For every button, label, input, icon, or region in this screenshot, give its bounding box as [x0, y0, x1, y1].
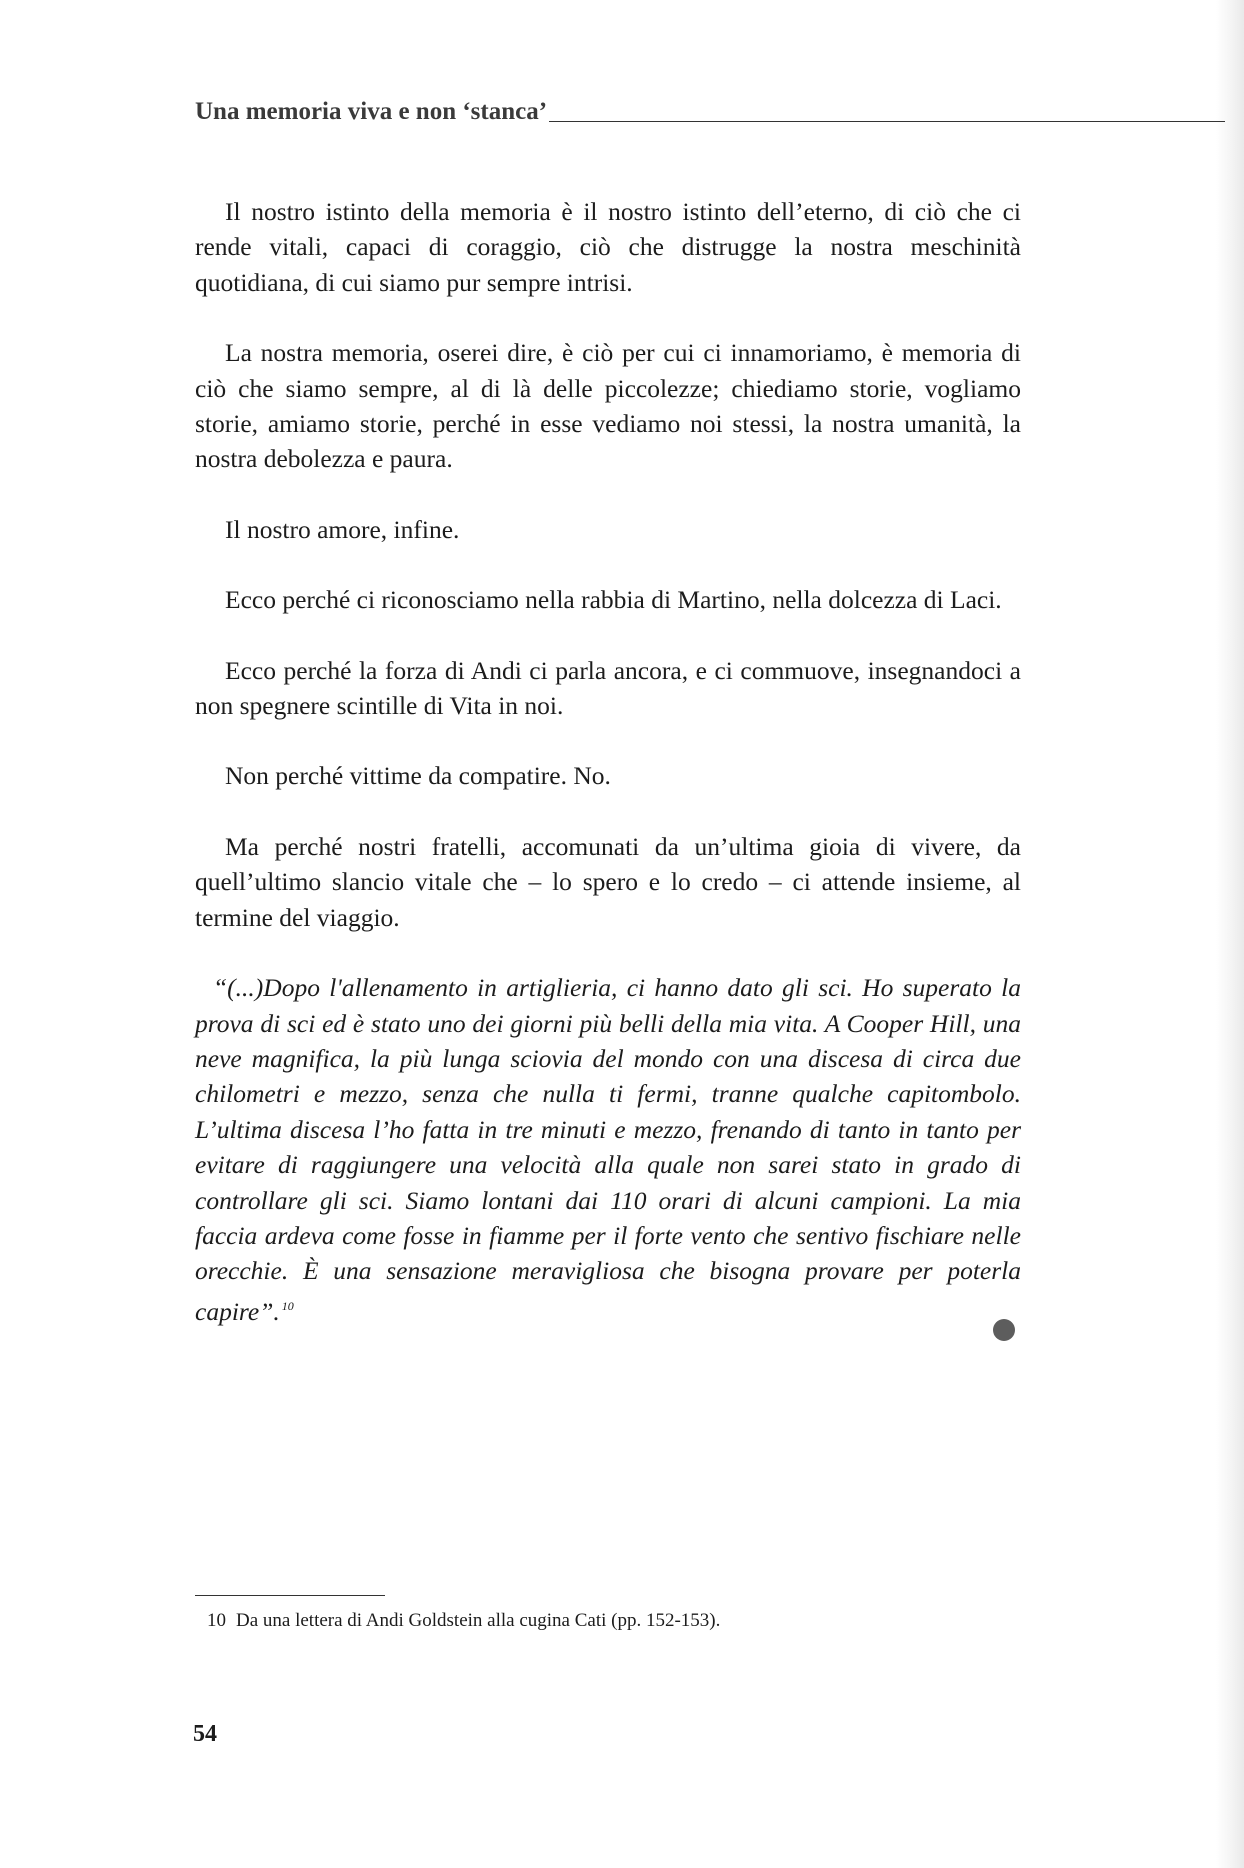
running-header [195, 88, 1225, 124]
body-text [195, 194, 1021, 1364]
end-of-section-bullet-icon [993, 1319, 1015, 1341]
quote-text: “(...)Dopo l'allenamento in artiglieria, ci hanno dato gli sci. Ho superato la prova di sci ed è stato uno dei giorni più belli della mia vita. A Cooper Hill, una neve magnifica, la più lunga sciovia del mondo con una discesa di circa due chilometri e mezzo, senza che nulla ti fermi, tranne qualche capitombolo. L’ultima discesa l’ho fatta in tre minuti e mezzo, frenando di tanto in tanto per evitare di raggiungere una velocità alla quale non sarei stato in grado di controllare gli sci. Siamo lontani dai 110 orari di alcuni campioni. La mia faccia ardeva come fosse in fiamme per il forte vento che sentivo fischiare nelle orecchie. È una sensazione meravigliosa che bisogna provare per poterla capire”. [195, 973, 1021, 1326]
paragraph: La nostra memoria, oserei dire, è ciò per cui ci innamoriamo, è memoria di ciò che siamo sempre, al di là delle piccolezze; chiediamo storie, vogliamo storie, amiamo storie, perché in esse vediamo noi stessi, la nostra umanità, la nostra debolezza e paura. [195, 338, 1021, 474]
paragraph: Non perché vittime da compatire. No. [225, 761, 611, 791]
paragraph: Ecco perché ci riconosciamo nella rabbia di Martino, nella dolcezza di Laci. [225, 585, 1002, 615]
footnote-reference[interactable]: 10 [281, 1298, 294, 1313]
quote-paragraph [195, 970, 1021, 1329]
page-edge [1216, 0, 1244, 1868]
paragraph: Il nostro amore, infine. [225, 514, 460, 544]
header-rule [549, 121, 1225, 122]
footnote-number: 10 [207, 1610, 226, 1631]
paragraph: Il nostro istinto della memoria è il nostro istinto dell’eterno, di ciò che ci rende vitali, capaci di coraggio, ciò che distrugge la nostra meschinità quotidiana, di cui siamo pur sempre intrisi. [195, 197, 1021, 297]
paragraph: Ecco perché la forza di Andi ci parla ancora, e ci commuove, insegnandoci a non spegnere scintille di Vita in noi. [195, 655, 1021, 721]
footnote-separator [195, 1595, 385, 1596]
page-number: 54 [193, 1721, 217, 1747]
footnote [207, 1609, 720, 1633]
paragraph: Ma perché nostri fratelli, accomunati da un’ultima gioia di vivere, da quell’ultimo slancio vitale che – lo spero e lo credo – ci attende insieme, al termine del viaggio. [195, 831, 1021, 932]
header-title: Una memoria viva e non ‘stanca’ [195, 98, 548, 125]
footnote-text: Da una lettera di Andi Goldstein alla cugina Cati (pp. 152-153). [236, 1610, 721, 1631]
